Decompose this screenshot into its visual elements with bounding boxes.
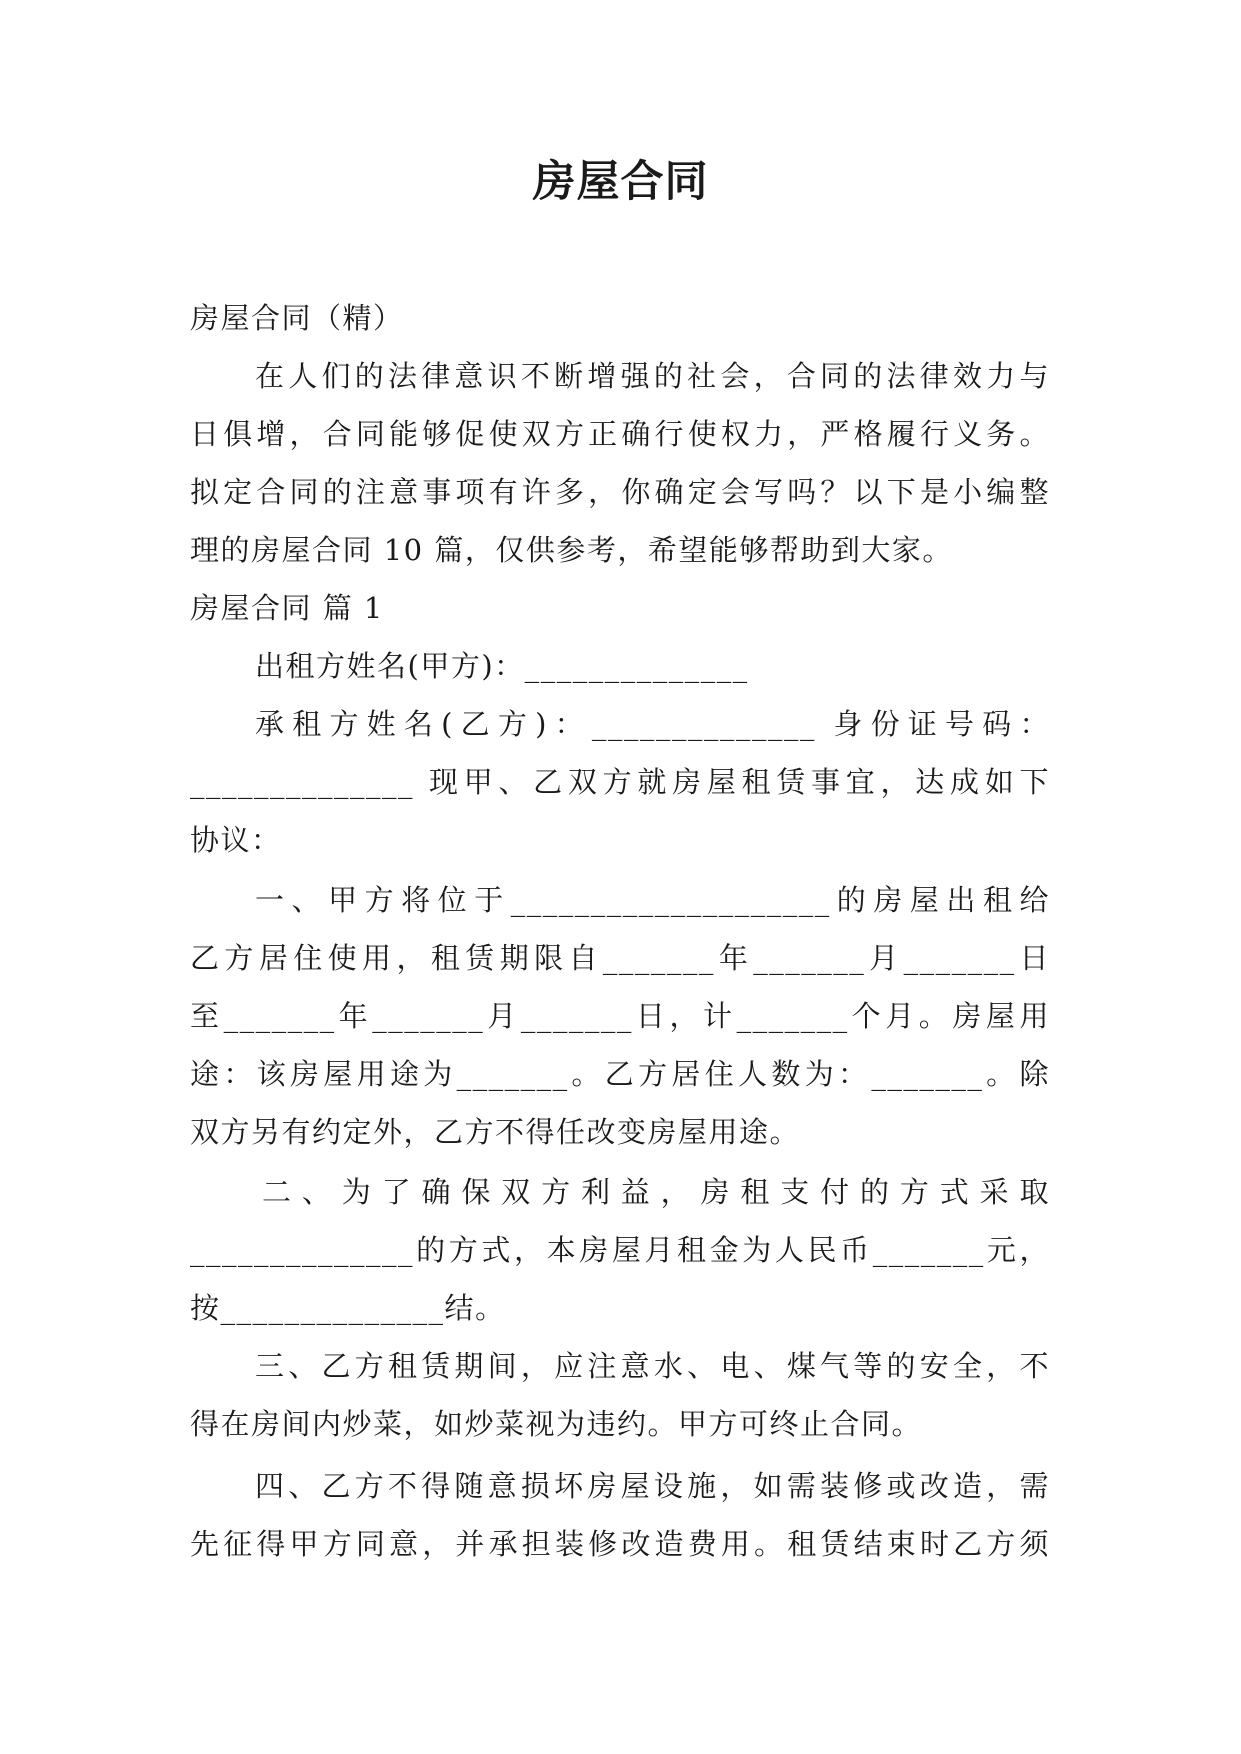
clause-4-line-2: 先征得甲方同意，并承担装修改造费用。租赁结束时乙方须	[190, 1527, 1050, 1561]
clause-2-line-3: 按______________结。	[190, 1291, 506, 1325]
clause-2-line-2: ______________的方式，本房屋月租金为人民币_______元，	[190, 1233, 1050, 1267]
clause-3-line-1: 三、乙方租赁期间，应注意水、电、煤气等的安全，不	[255, 1349, 1050, 1383]
intro-line-3: 拟定合同的注意事项有许多，你确定会写吗？以下是小编整	[190, 475, 1050, 509]
intro-line-4: 理的房屋合同 10 篇，仅供参考，希望能够帮助到大家。	[190, 533, 953, 567]
section-heading: 房屋合同 篇 1	[190, 591, 384, 625]
lessee-name-line: 承租方姓名(乙方)：______________ 身份证号码：	[255, 707, 1050, 741]
clause-4-line-1: 四、乙方不得随意损坏房屋设施，如需装修或改造，需	[255, 1469, 1050, 1503]
clause-1-line-2: 乙方居住使用，租赁期限自_______年_______月_______日	[190, 941, 1050, 975]
agreement-line-1: ______________ 现甲、乙双方就房屋租赁事宜，达成如下	[190, 765, 1050, 799]
intro-line-2: 日俱增，合同能够促使双方正确行使权力，严格履行义务。	[190, 417, 1050, 451]
document-subtitle: 房屋合同（精）	[190, 301, 404, 335]
clause-1-line-3: 至_______年_______月_______日，计_______个月。房屋用	[190, 999, 1050, 1033]
clause-1-line-4: 途：该房屋用途为_______。乙方居住人数为：_______。除	[190, 1057, 1050, 1091]
clause-1-line-5: 双方另有约定外，乙方不得任改变房屋用途。	[190, 1115, 801, 1149]
intro-line-1: 在人们的法律意识不断增强的社会，合同的法律效力与	[255, 359, 1050, 393]
clause-3-line-2: 得在房间内炒菜，如炒菜视为违约。甲方可终止合同。	[190, 1407, 923, 1441]
document-title: 房屋合同	[532, 157, 709, 207]
lessor-name-line: 出租方姓名(甲方)：______________	[255, 649, 749, 683]
clause-1-line-1: 一、甲方将位于____________________的房屋出租给	[255, 883, 1050, 917]
agreement-line-2: 协议：	[190, 823, 282, 857]
clause-2-line-1: 二、为了确保双方利益，房租支付的方式采取	[262, 1175, 1050, 1209]
